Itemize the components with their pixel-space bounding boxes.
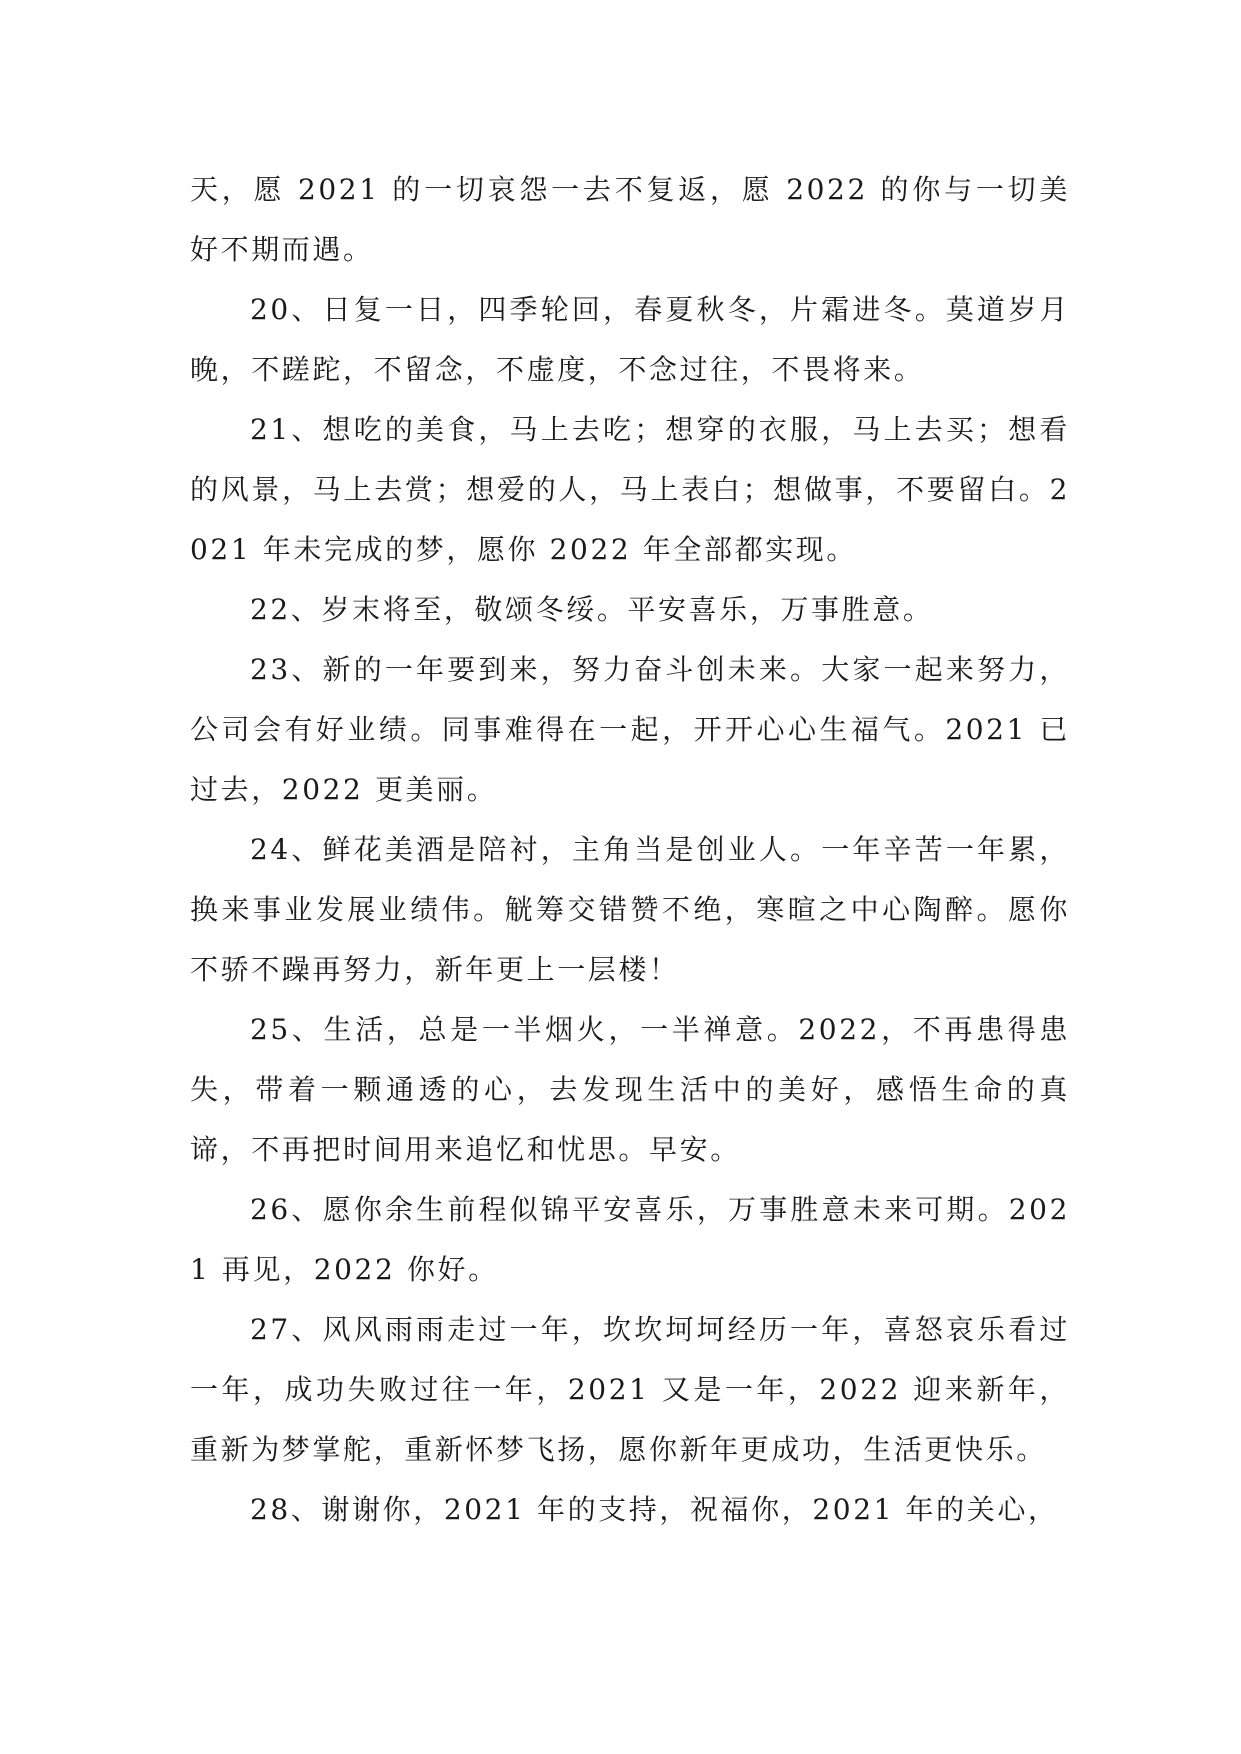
document-body [190,160,1070,1540]
paragraph-item-23: 23、新的一年要到来，努力奋斗创未来。大家一起来努力，公司会有好业绩。同事难得在一起，开开心心生福气。2021 已过去，2022 更美丽。 [190,653,1070,806]
paragraph-item-20: 20、日复一日，四季轮回，春夏秋冬，片霜进冬。莫道岁月晚，不蹉跎，不留念，不虚度，不念过往，不畏将来。 [190,293,1070,386]
paragraph-item-25: 25、生活，总是一半烟火，一半禅意。2022，不再患得患失，带着一颗通透的心，去发现生活中的美好，感悟生命的真谛，不再把时间用来追忆和忧思。早安。 [190,1013,1070,1166]
paragraph-continuation: 天，愿 2021 的一切哀怨一去不复返，愿 2022 的你与一切美好不期而遇。 [190,173,1070,266]
paragraph-item-26: 26、愿你余生前程似锦平安喜乐，万事胜意未来可期。2021 再见，2022 你好。 [190,1193,1070,1286]
paragraph-item-22: 22、岁末将至，敬颂冬绥。平安喜乐，万事胜意。 [250,593,934,626]
paragraph-item-27: 27、风风雨雨走过一年，坎坎坷坷经历一年，喜怒哀乐看过一年，成功失败过往一年，2021 又是一年，2022 迎来新年，重新为梦掌舵，重新怀梦飞扬，愿你新年更成功，生活更快乐。 [190,1313,1070,1466]
paragraph-item-24: 24、鲜花美酒是陪衬，主角当是创业人。一年辛苦一年累，换来事业发展业绩伟。觥筹交错赞不绝，寒暄之中心陶醉。愿你不骄不躁再努力，新年更上一层楼！ [190,833,1070,986]
paragraph-item-28: 28、谢谢你，2021 年的支持，祝福你，2021 年的关心， [250,1493,1059,1526]
paragraph-item-21: 21、想吃的美食，马上去吃；想穿的衣服，马上去买；想看的风景，马上去赏；想爱的人，马上表白；想做事，不要留白。2021 年未完成的梦，愿你 2022 年全部都实现。 [190,413,1070,566]
